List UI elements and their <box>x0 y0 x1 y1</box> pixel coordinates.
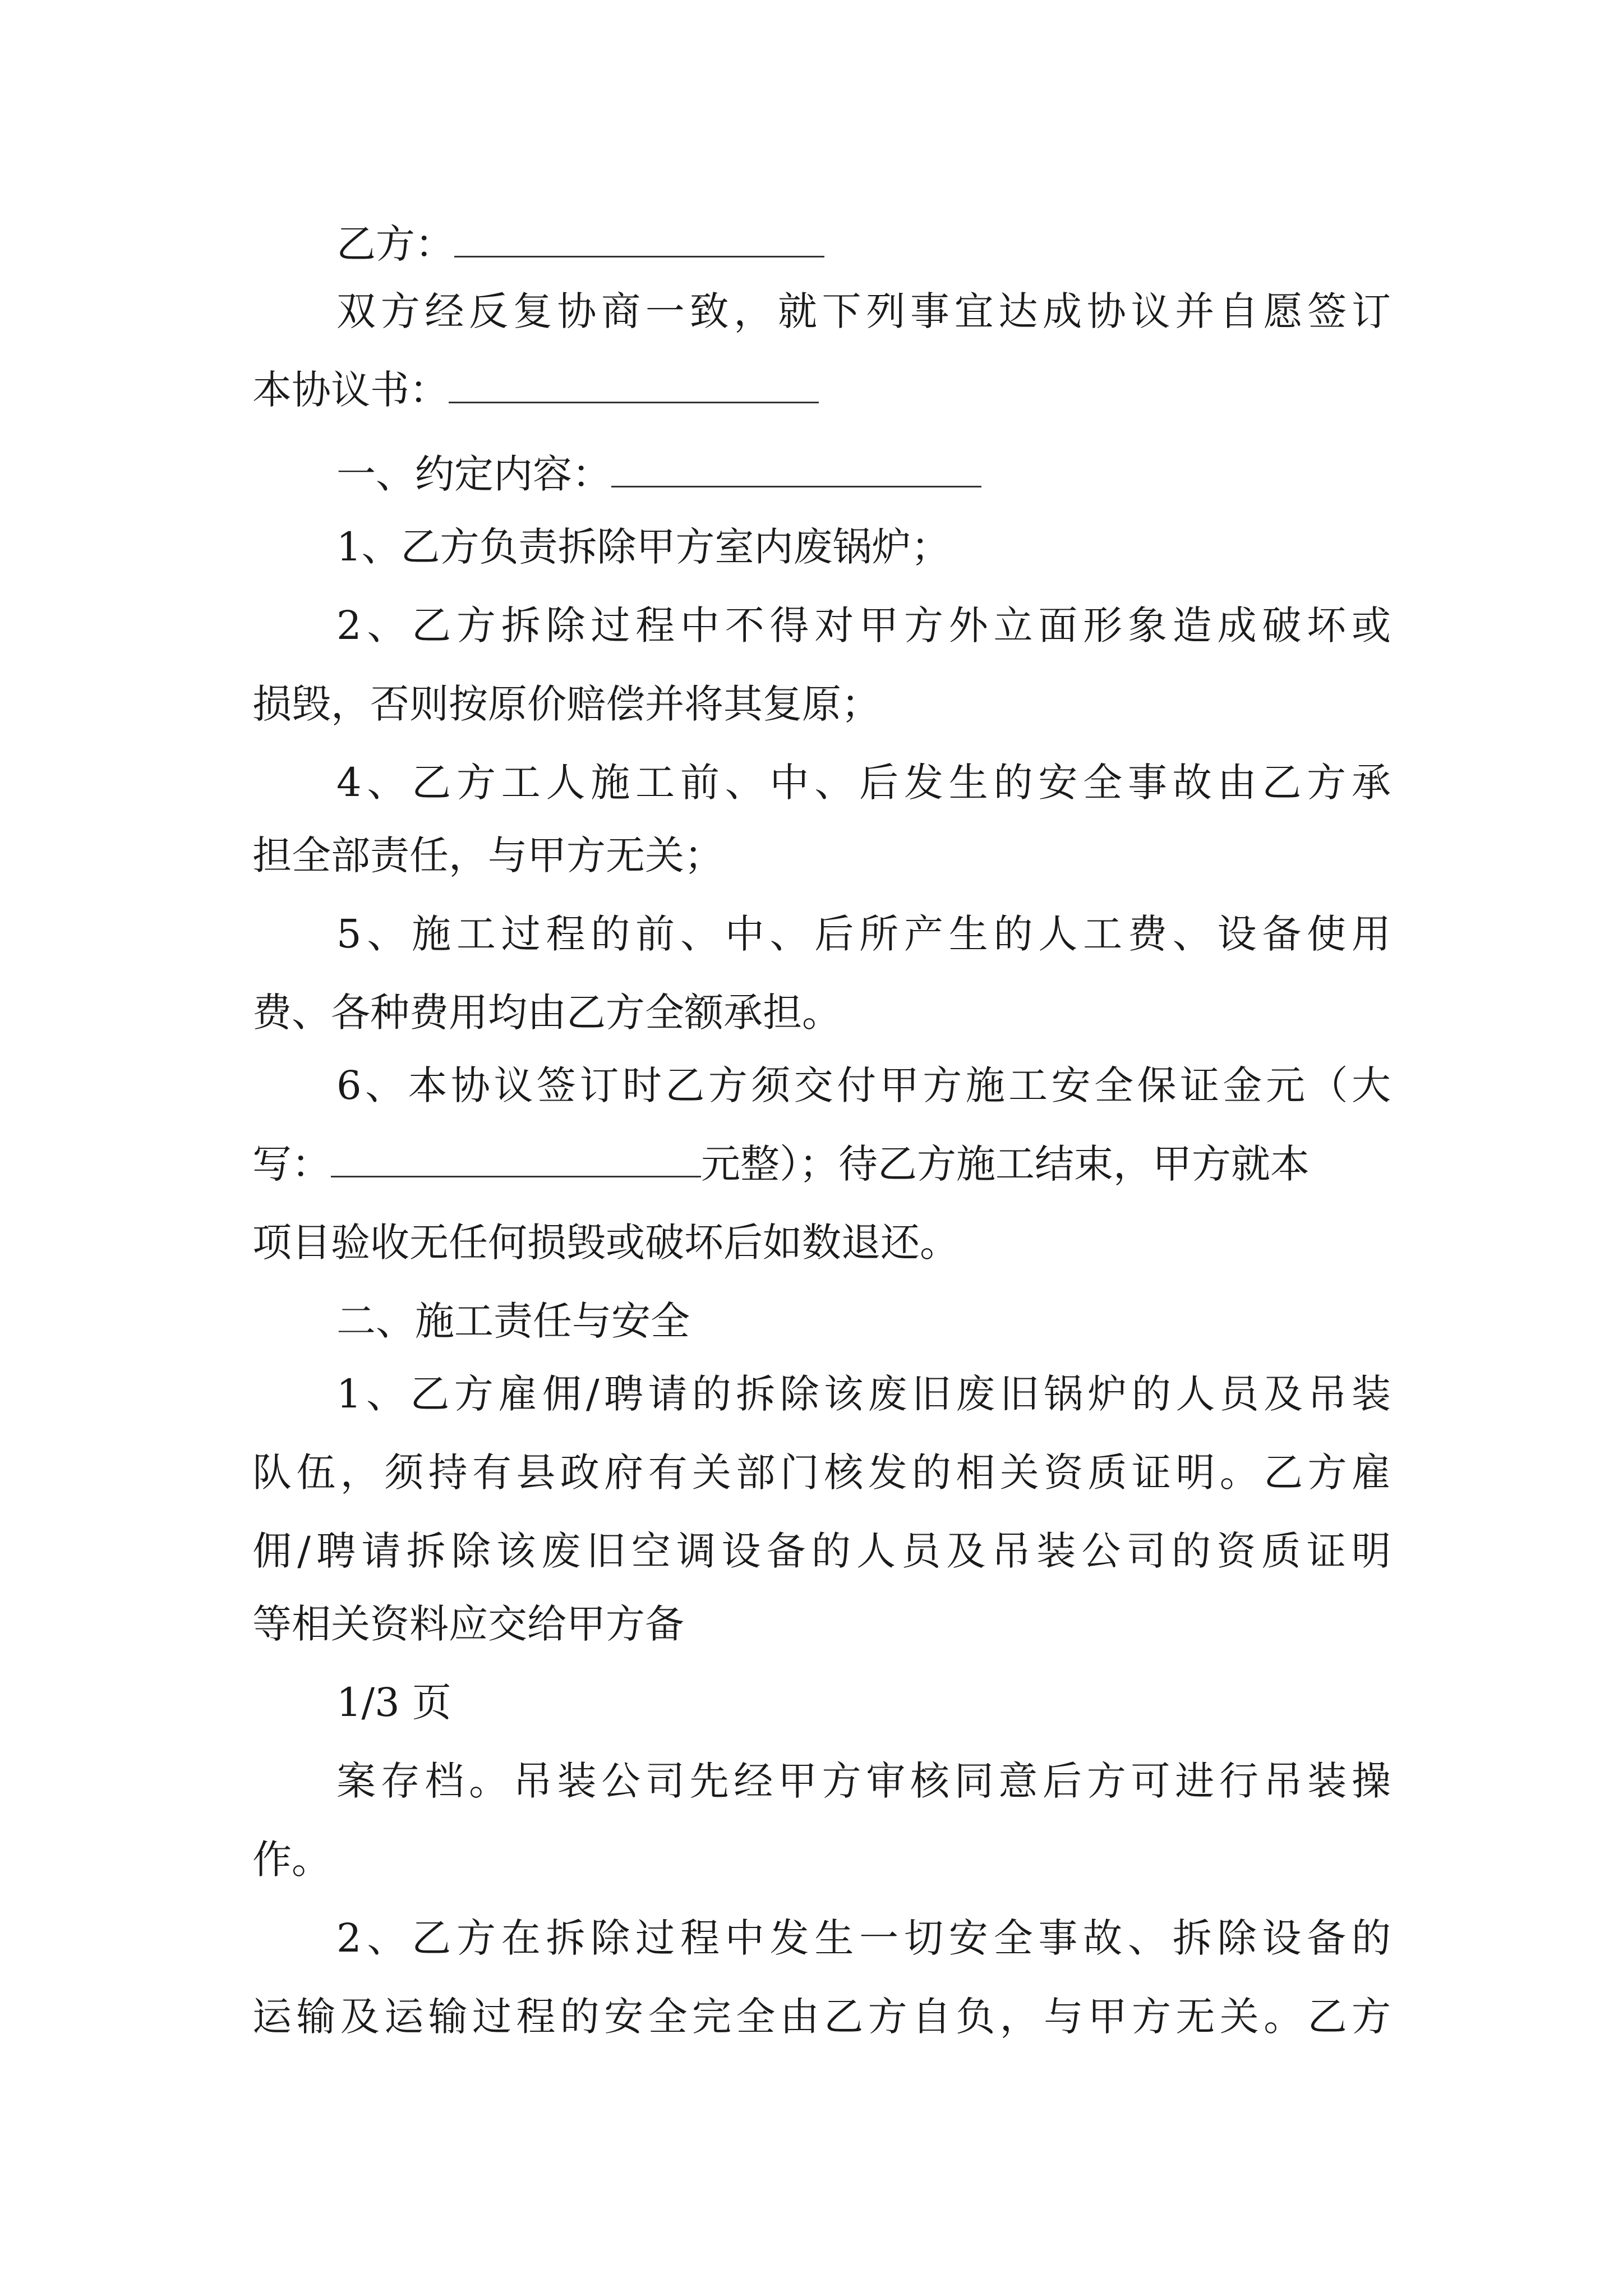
s2-item1-line2: 队伍，须持有县政府有关部门核发的相关资质证明。乙方雇 <box>252 1450 1391 1496</box>
s2-item2-line2: 运输及运输过程的安全完全由乙方自负，与甲方无关。乙方 <box>252 1994 1391 2040</box>
intro-line-2-text: 本协议书： <box>252 367 449 413</box>
s2-item1-line6: 作。 <box>252 1837 331 1883</box>
s1-item2-line2: 损毁，否则按原价赔偿并将其复原； <box>252 681 880 727</box>
section-2-heading: 二、施工责任与安全 <box>336 1298 690 1344</box>
s1-item6-line2-suffix: 元整）；待乙方施工结束，甲方就本 <box>701 1141 1310 1187</box>
s1-item6-line2-prefix: 写： <box>252 1141 331 1187</box>
intro-blank <box>449 370 819 403</box>
deposit-amount-blank <box>331 1144 701 1177</box>
s1-item5-line1: 5、施工过程的前、中、后所产生的人工费、设备使用 <box>336 911 1391 957</box>
s1-item4-line2: 担全部责任，与甲方无关； <box>252 832 723 878</box>
party-b-line <box>336 213 824 275</box>
section-1-heading-line <box>336 443 981 505</box>
s1-item1: 1、乙方负责拆除甲方室内废锅炉； <box>336 524 951 570</box>
intro-line-2 <box>252 359 819 421</box>
intro-line-1: 双方经反复协商一致，就下列事宜达成协议并自愿签订 <box>336 288 1391 334</box>
s2-item1-line1: 1、乙方雇佣/聘请的拆除该废旧废旧锅炉的人员及吊装 <box>336 1371 1391 1417</box>
s2-item1-line5: 案存档。吊装公司先经甲方审核同意后方可进行吊装操 <box>336 1758 1391 1804</box>
s1-item2-line1: 2、乙方拆除过程中不得对甲方外立面形象造成破坏或 <box>336 602 1391 648</box>
s2-item1-line3: 佣/聘请拆除该废旧空调设备的人员及吊装公司的资质证明 <box>252 1528 1391 1574</box>
party-b-blank <box>454 224 824 257</box>
s1-item5-line2: 费、各种费用均由乙方全额承担。 <box>252 990 841 1036</box>
s2-item2-line1: 2、乙方在拆除过程中发生一切安全事故、拆除设备的 <box>336 1915 1391 1961</box>
page-marker: 1/3 页 <box>336 1680 451 1726</box>
section-1-blank <box>611 454 981 487</box>
section-1-heading: 一、约定内容： <box>336 451 611 497</box>
s1-item6-line3: 项目验收无任何损毁或破坏后如数退还。 <box>252 1220 959 1266</box>
s1-item6-line2 <box>252 1133 1310 1195</box>
party-b-label: 乙方： <box>336 221 454 267</box>
s1-item4-line1: 4、乙方工人施工前、中、后发生的安全事故由乙方承 <box>336 760 1391 806</box>
s2-item1-line4: 等相关资料应交给甲方备 <box>252 1601 684 1647</box>
s1-item6-line1: 6、本协议签订时乙方须交付甲方施工安全保证金元（大 <box>336 1062 1391 1108</box>
